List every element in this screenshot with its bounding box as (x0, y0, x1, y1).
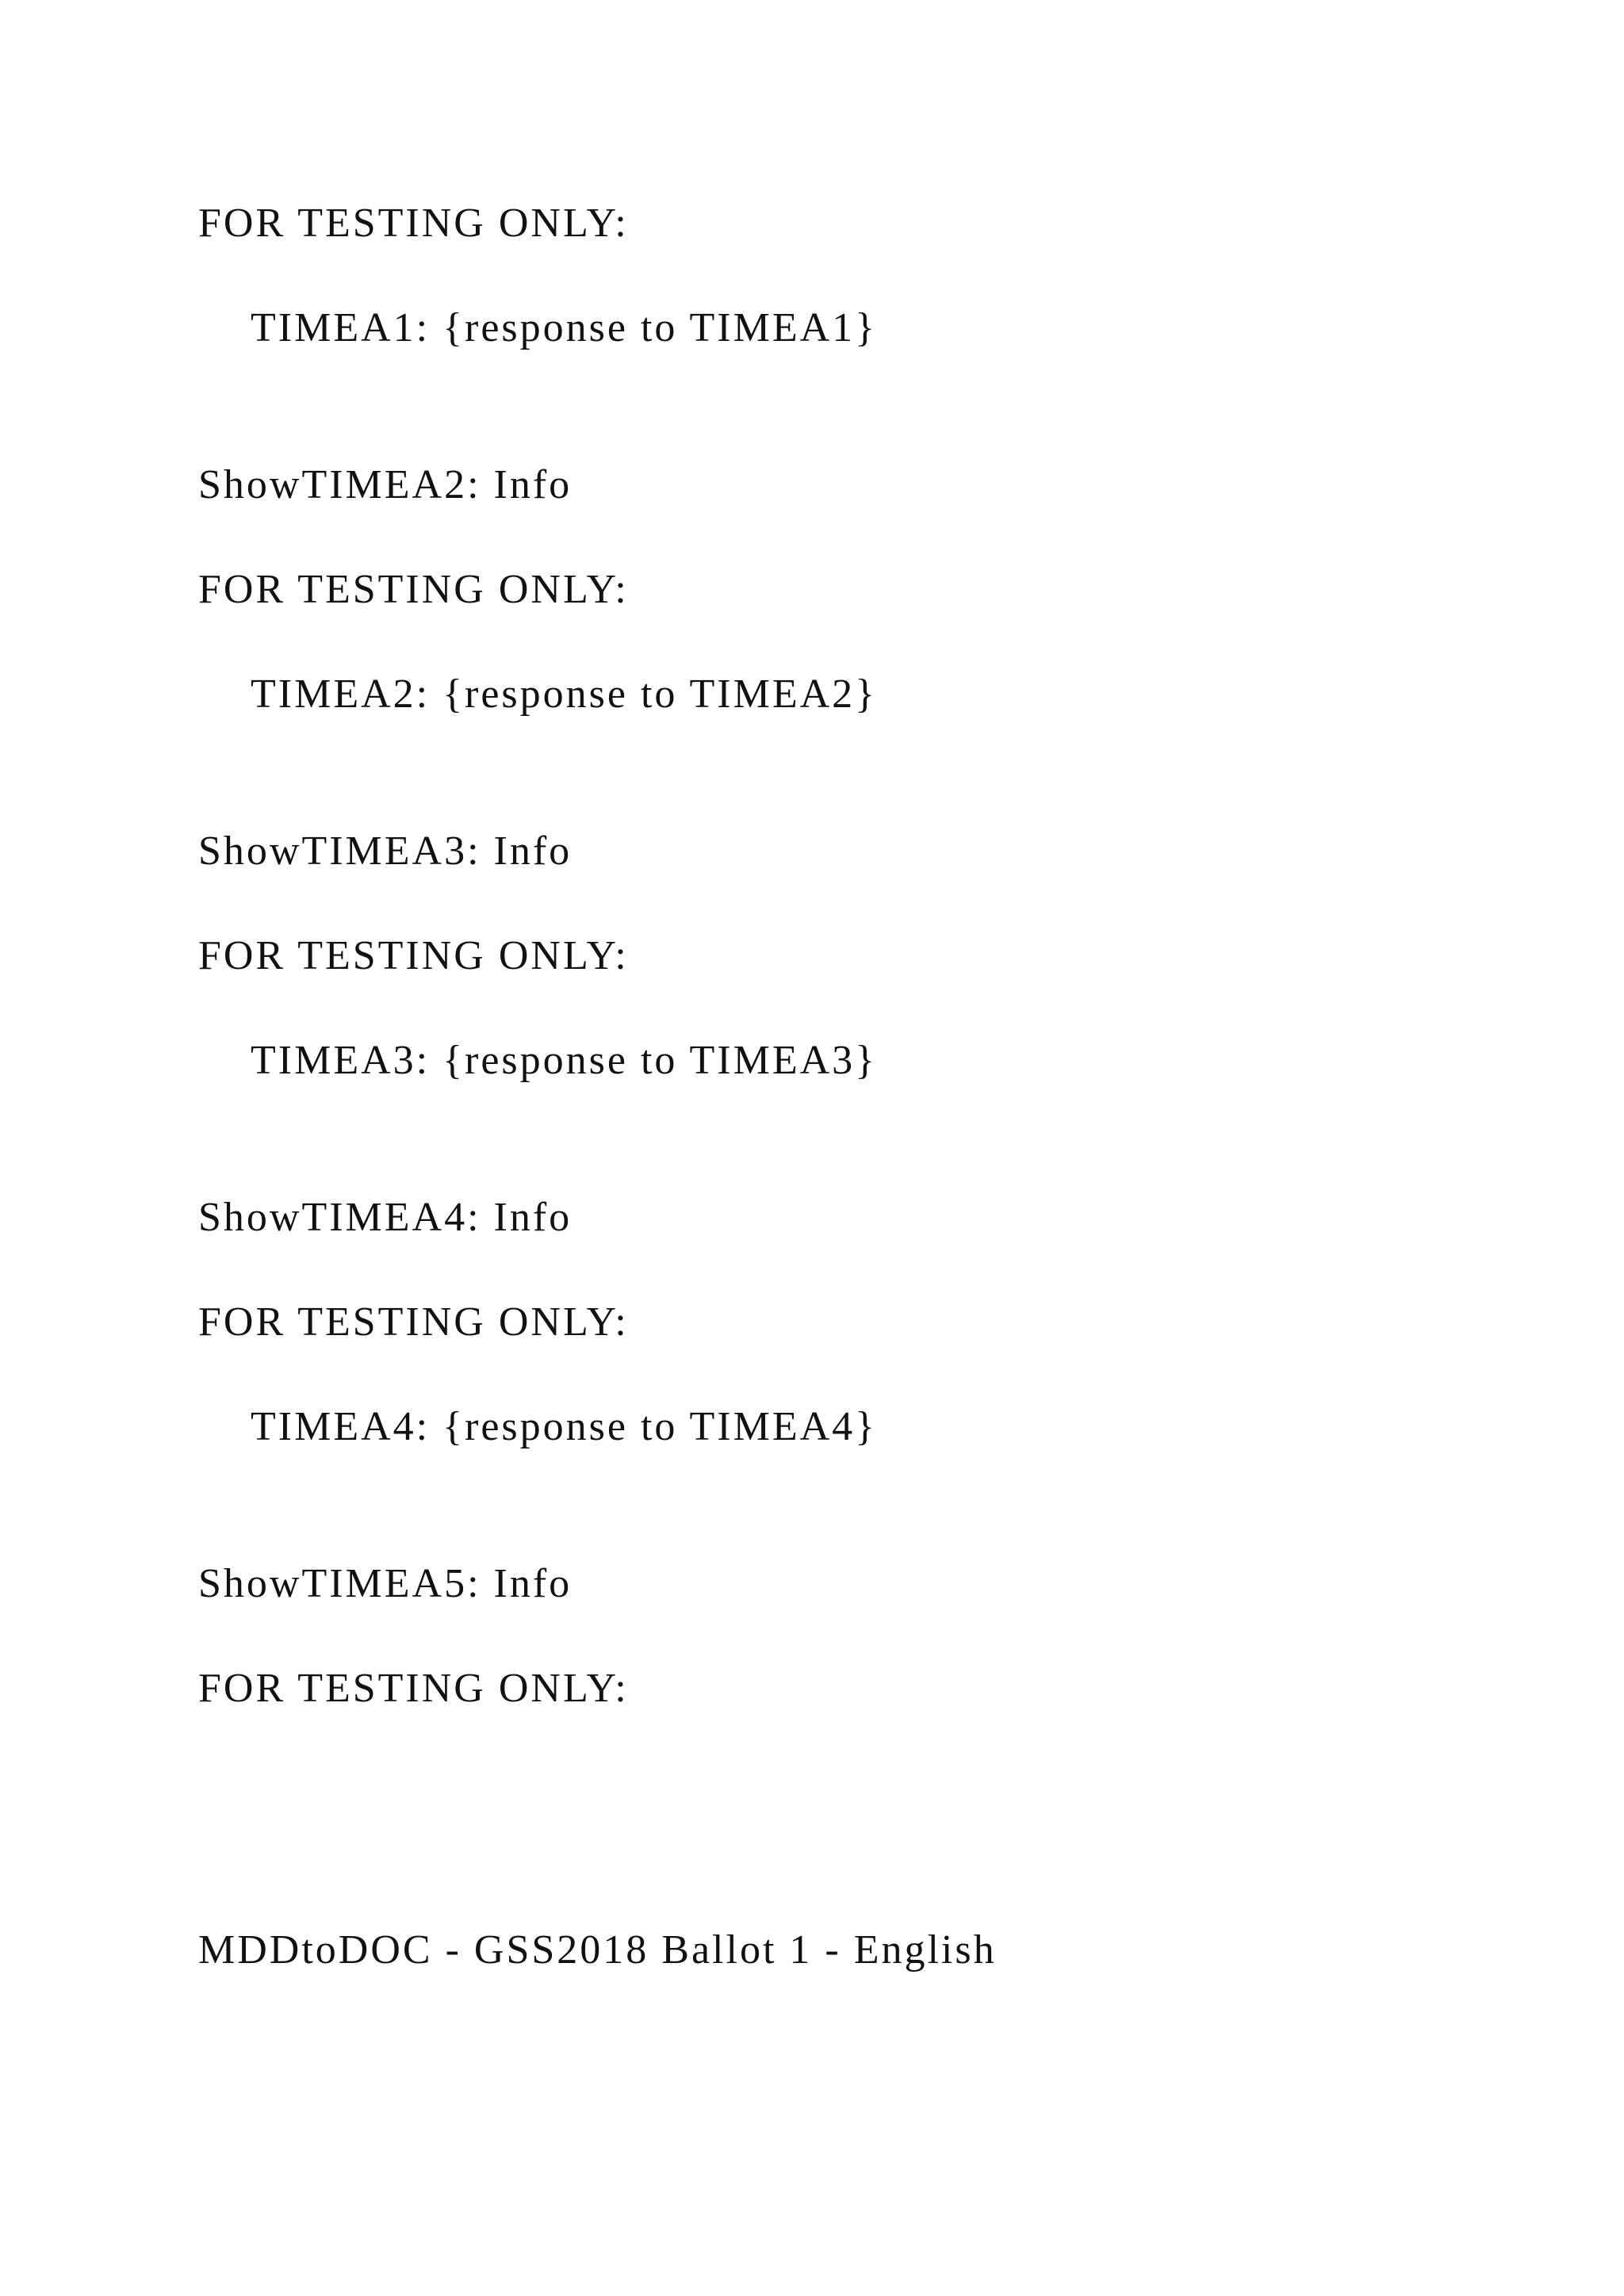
testing-only-label: FOR TESTING ONLY: (198, 567, 629, 612)
show-timea4-label: ShowTIMEA4: Info (198, 1195, 573, 1240)
show-timea5-label: ShowTIMEA5: Info (198, 1561, 573, 1606)
timea4-response: TIMEA4: {response to TIMEA4} (251, 1404, 878, 1449)
timea2-response: TIMEA2: {response to TIMEA2} (251, 672, 878, 717)
timea1-response: TIMEA1: {response to TIMEA1} (251, 305, 878, 350)
show-timea3-label: ShowTIMEA3: Info (198, 828, 573, 874)
testing-only-label: FOR TESTING ONLY: (198, 1666, 629, 1711)
timea3-response: TIMEA3: {response to TIMEA3} (251, 1038, 878, 1083)
testing-only-label: FOR TESTING ONLY: (198, 201, 629, 246)
document-footer: MDDtoDOC - GSS2018 Ballot 1 - English (198, 1927, 997, 1973)
testing-only-label: FOR TESTING ONLY: (198, 1299, 629, 1345)
testing-only-label: FOR TESTING ONLY: (198, 933, 629, 978)
show-timea2-label: ShowTIMEA2: Info (198, 462, 573, 507)
